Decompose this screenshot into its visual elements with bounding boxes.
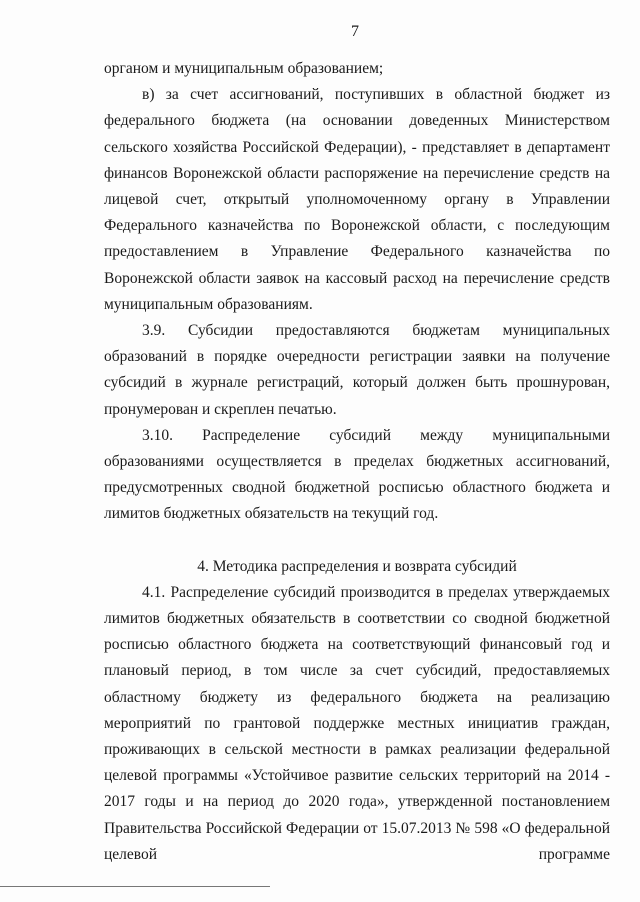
page-bottom-rule [0,886,270,887]
paragraph-continuation: органом и муниципальным образованием; [104,60,384,77]
section-heading: 4. Методика распределения и возврата субсидий [197,557,517,575]
paragraph-3-9: 3.9. Субсидии предоставляются бюджетам муниципальных образований в порядке очередности регистрации заявки на получение субсидий в журнале регистраций, который должен быть прошнурован, пронумерован и скреплен печатью. [104,322,610,418]
paragraph-4-1: 4.1. Распределение субсидий производится в пределах утверждаемых лимитов бюджетных обязательств в соответствии со сводной бюджетной росписью областного бюджета на соответствующий финансовый год и плановый период, в том числе за счет субсидий, предоставляемых областному бюджету из федерального бюджета на реализацию мероприятий по грантовой поддержке местных инициатив граждан, проживающих в сельской местности в рамках реализации федеральной целевой программы «Устойчивое развитие сельских территорий на 2014 - 2017 годы и на период до 2020 года», утвержденной постановлением Правительства Российской Федерации от 15.07.2013 № 598 «О федеральной целевой программе [104,583,610,863]
paragraph-3-10: 3.10. Распределение субсидий между муниципальными образованиями осуществляется в пределах бюджетных ассигнований, предусмотренных сводной бюджетной росписью областного бюджета и лимитов бюджетных обязательств на текущий год. [104,426,610,523]
document-body [104,56,610,868]
paragraph-item-v: в) за счет ассигнований, поступивших в областной бюджет из федерального бюджета (на основании доведенных Министерством сельского хозяйства Российской Федерации), - представляет в департамент финансов Воронежской области распоряжение на перечисление средств на лицевой счет, открытый уполномоченному органу в Управлении Федерального казначейства по Воронежской области, с последующим предоставлением в Управление Федерального казначейства по Воронежской области заявок на кассовый расход на перечисление средств муниципальным образованиям. [104,86,610,313]
page-number: 7 [351,23,359,40]
